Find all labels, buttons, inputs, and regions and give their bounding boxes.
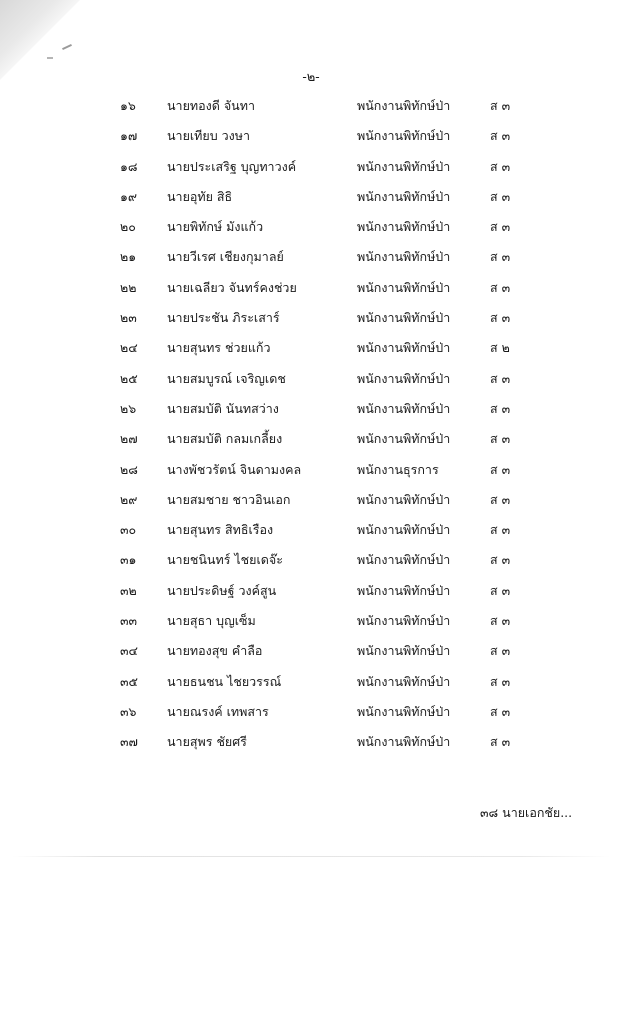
row-number: ๓๕: [120, 673, 139, 689]
grade-level: ส ๓: [490, 279, 511, 295]
row-number: ๒๓: [120, 310, 137, 326]
roster-row: [0, 456, 622, 486]
person-name: นายวีเรศ เชียงกุมาลย์: [167, 249, 284, 265]
grade-level: ส ๓: [490, 310, 511, 326]
person-name: นายทองดี จันทา: [167, 98, 255, 113]
position-title: พนักงานพิทักษ์ป่า: [357, 219, 451, 235]
row-number: ๒๕: [120, 370, 138, 386]
position-title: พนักงานพิทักษ์ป่า: [357, 249, 451, 265]
roster-row: [0, 728, 622, 758]
roster-row: [0, 334, 622, 364]
position-title: พนักงานพิทักษ์ป่า: [357, 188, 451, 204]
position-title: พนักงานธุรการ: [357, 461, 439, 477]
grade-level: ส ๓: [490, 188, 511, 204]
grade-level: ส ๓: [490, 461, 511, 477]
person-name: นายทองสุข คำลือ: [167, 643, 263, 659]
roster-row: [0, 274, 622, 304]
person-name: นายประเสริฐ บุญทาวงค์: [167, 158, 297, 174]
roster-row: [0, 668, 622, 698]
roster-row: [0, 486, 622, 516]
row-number: ๒๙: [120, 491, 138, 507]
row-number: ๓๓: [120, 613, 138, 629]
grade-level: ส ๓: [490, 158, 511, 174]
grade-level: ส ๓: [490, 673, 511, 689]
row-number: ๓๖: [120, 703, 137, 719]
continuation-note: ๓๘ นายเอกชัย...: [480, 805, 573, 820]
grade-level: ส ๓: [490, 128, 511, 144]
row-number: ๑๗: [120, 128, 138, 144]
row-number: ๓๑: [120, 552, 137, 568]
position-title: พนักงานพิทักษ์ป่า: [357, 340, 451, 356]
roster-row: [0, 122, 622, 152]
grade-level: ส ๓: [490, 522, 511, 538]
person-name: นายสมบัติ กลมเกลี้ยง: [167, 431, 283, 447]
row-number: ๒๒: [120, 279, 137, 295]
position-title: พนักงานพิทักษ์ป่า: [357, 370, 451, 386]
grade-level: ส ๓: [490, 98, 511, 113]
row-number: ๓๗: [120, 734, 138, 750]
person-name: นายประดิษฐ์ วงค์สูน: [167, 582, 277, 598]
roster-row: [0, 425, 622, 455]
roster-row: [0, 153, 622, 183]
position-title: พนักงานพิทักษ์ป่า: [357, 734, 451, 750]
position-title: พนักงานพิทักษ์ป่า: [357, 279, 451, 295]
roster-row: [0, 698, 622, 728]
position-title: พนักงานพิทักษ์ป่า: [357, 522, 451, 538]
person-name: นายสุนทร สิทธิเรือง: [167, 522, 274, 538]
roster-row: [0, 546, 622, 576]
position-title: พนักงานพิทักษ์ป่า: [357, 613, 451, 629]
person-name: นายสมชาย ชาวอินเอก: [167, 491, 291, 507]
roster-row: [0, 213, 622, 243]
position-title: พนักงานพิทักษ์ป่า: [357, 491, 451, 507]
person-name: นายสมบูรณ์ เจริญเดช: [167, 370, 286, 386]
position-title: พนักงานพิทักษ์ป่า: [357, 643, 451, 659]
person-name: นายธนชน ไชยวรรณ์: [167, 673, 282, 689]
position-title: พนักงานพิทักษ์ป่า: [357, 582, 451, 598]
grade-level: ส ๓: [490, 491, 511, 507]
grade-level: ส ๓: [490, 582, 511, 598]
row-number: ๒๐: [120, 219, 136, 235]
position-title: พนักงานพิทักษ์ป่า: [357, 400, 451, 416]
person-name: นางพัชวรัตน์ จินดามงคล: [167, 461, 302, 477]
roster-row: [0, 365, 622, 395]
scan-speck: [62, 44, 72, 50]
grade-level: ส ๓: [490, 703, 511, 719]
person-name: นายสุธา บุญเซ็ม: [167, 613, 256, 629]
grade-level: ส ๓: [490, 643, 511, 659]
position-title: พนักงานพิทักษ์ป่า: [357, 703, 451, 719]
position-title: พนักงานพิทักษ์ป่า: [357, 98, 451, 113]
roster-row: [0, 637, 622, 667]
staff-roster: [0, 92, 622, 759]
grade-level: ส ๓: [490, 219, 511, 235]
person-name: นายณรงค์ เทพสาร: [167, 703, 269, 719]
row-number: ๒๔: [120, 340, 138, 356]
row-number: ๒๘: [120, 461, 138, 477]
position-title: พนักงานพิทักษ์ป่า: [357, 158, 451, 174]
position-title: พนักงานพิทักษ์ป่า: [357, 128, 451, 144]
position-title: พนักงานพิทักษ์ป่า: [357, 552, 451, 568]
grade-level: ส ๓: [490, 734, 511, 750]
position-title: พนักงานพิทักษ์ป่า: [357, 673, 451, 689]
roster-row: [0, 243, 622, 273]
roster-row: [0, 577, 622, 607]
page-number: -๒-: [302, 70, 320, 85]
scan-speck: [47, 57, 53, 59]
position-title: พนักงานพิทักษ์ป่า: [357, 431, 451, 447]
person-name: นายเฉลียว จันทร์คงช่วย: [167, 279, 297, 295]
person-name: นายสุพร ชัยศรี: [167, 734, 247, 750]
row-number: ๑๖: [120, 98, 136, 113]
row-number: ๓๒: [120, 582, 137, 598]
row-number: ๑๘: [120, 158, 138, 174]
row-number: ๓๔: [120, 643, 139, 659]
grade-level: ส ๓: [490, 370, 511, 386]
position-title: พนักงานพิทักษ์ป่า: [357, 310, 451, 326]
grade-level: ส ๓: [490, 400, 511, 416]
grade-level: ส ๓: [490, 552, 511, 568]
person-name: นายประชัน ภิระเสาร์: [167, 310, 280, 326]
roster-row: [0, 516, 622, 546]
person-name: นายสมบัติ นันทสว่าง: [167, 400, 279, 416]
person-name: นายสุนทร ช่วยแก้ว: [167, 340, 271, 356]
person-name: นายชนินทร์ ไชยเดจ๊ะ: [167, 552, 283, 568]
row-number: ๒๗: [120, 431, 138, 447]
row-number: ๓๐: [120, 522, 137, 538]
person-name: นายเทียบ วงษา: [167, 128, 251, 144]
roster-row: [0, 607, 622, 637]
roster-row: [0, 304, 622, 334]
scan-edge-line: [12, 856, 610, 857]
grade-level: ส ๓: [490, 431, 511, 447]
row-number: ๒๑: [120, 249, 137, 265]
roster-row: [0, 395, 622, 425]
row-number: ๒๖: [120, 400, 137, 416]
person-name: นายพิทักษ์ มังแก้ว: [167, 219, 264, 235]
row-number: ๑๙: [120, 188, 138, 204]
grade-level: ส ๓: [490, 613, 511, 629]
roster-row: [0, 92, 622, 122]
person-name: นายอุทัย สิธิ: [167, 188, 233, 204]
grade-level: ส ๒: [490, 340, 510, 356]
grade-level: ส ๓: [490, 249, 511, 265]
roster-row: [0, 183, 622, 213]
